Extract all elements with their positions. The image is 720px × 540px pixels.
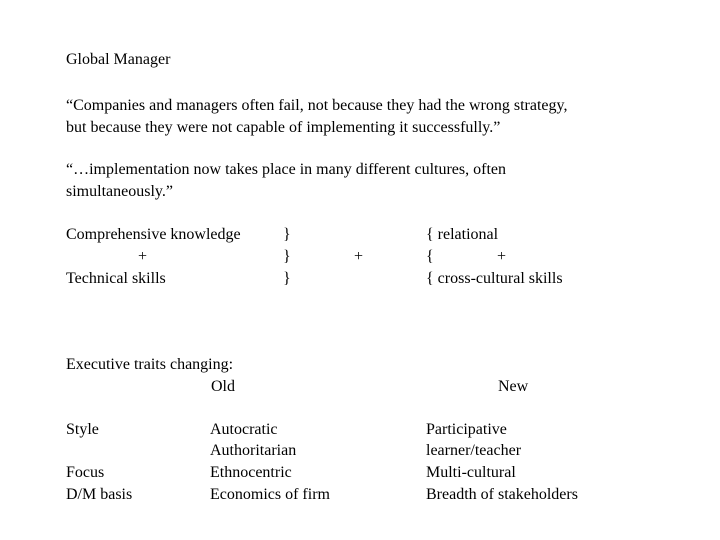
equation-brace-2: }	[283, 248, 291, 265]
equation-right-brace-mid: {	[426, 248, 434, 265]
traits-row-label: Style	[66, 421, 99, 438]
quote2-line2: simultaneously.”	[66, 183, 173, 200]
quote1-line2: but because they were not capable of implementing it successfully.”	[66, 119, 501, 136]
equation-middle-plus: +	[354, 248, 364, 265]
equation-brace-1: }	[283, 226, 291, 243]
quote2-line1: “…implementation now takes place in many different cultures, often	[66, 161, 507, 178]
equation-left-item2: Technical skills	[66, 270, 166, 287]
traits-row-new: Multi-cultural	[426, 464, 516, 481]
traits-col-old: Old	[211, 378, 235, 395]
traits-row-new: learner/teacher	[426, 442, 522, 459]
equation-right-item2: { cross-cultural skills	[426, 270, 563, 287]
traits-row-old: Autocratic	[210, 421, 278, 438]
quote1-line1: “Companies and managers often fail, not because they had the wrong strategy,	[66, 97, 568, 114]
page-title: Global Manager	[66, 51, 171, 68]
traits-row-new: Participative	[426, 421, 507, 438]
traits-row-label: Focus	[66, 464, 105, 481]
equation-left-item1: Comprehensive knowledge	[66, 226, 241, 243]
traits-row-label: D/M basis	[66, 486, 133, 503]
equation-right-plus: +	[497, 248, 507, 265]
equation-brace-3: }	[283, 270, 291, 287]
traits-row-new: Breadth of stakeholders	[426, 486, 578, 503]
traits-heading: Executive traits changing:	[66, 356, 234, 373]
traits-row-old: Economics of firm	[210, 486, 330, 503]
equation-right-item1: { relational	[426, 226, 499, 243]
traits-col-new: New	[498, 378, 529, 395]
traits-row-old: Authoritarian	[210, 442, 297, 459]
equation-left-plus: +	[138, 248, 148, 265]
traits-row-old: Ethnocentric	[210, 464, 292, 481]
